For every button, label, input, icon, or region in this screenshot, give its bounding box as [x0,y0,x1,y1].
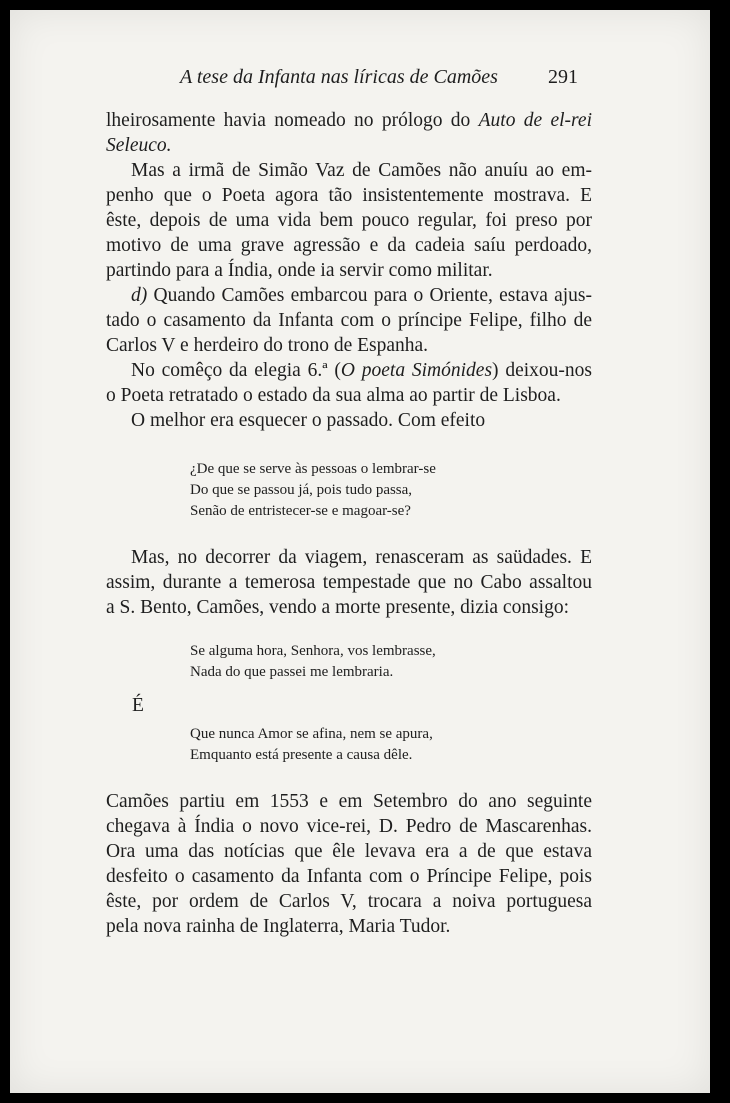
verse-line: Nada do que passei me lembraria. [190,664,394,680]
body-line [131,360,592,382]
body-line: Camões partiu em 1553 e em Setembro do ano seguinte [106,791,592,812]
verse-line: ¿De que se serve às pessoas o lembrar-se [190,461,436,477]
verse-line: Senão de entristecer-se e magoar-se? [190,503,411,519]
single-word-line: É [132,695,144,716]
body-line: penho que o Poeta agora tão insistentemente mostrava. E [106,185,592,206]
body-line [131,285,592,307]
running-title: A tese da Infanta nas líricas de Camões [180,66,498,88]
body-line: Ora uma das notícias que êle levava era a de que estava [106,841,592,862]
body-text: ) deixou-nos [492,360,592,381]
body-line: êste, depois de uma vida bem pouco regular, foi preso por [106,210,592,231]
body-text: Quando Camões embarcou para o Oriente, estava ajus- [153,285,593,306]
body-text: No comêço da elegia 6.ª ( [131,360,341,381]
body-line: motivo de uma grave agressão e da cadeia saíu perdoado, [106,235,592,256]
body-line: Mas a irmã de Simão Vaz de Camões não anuíu ao em- [131,160,592,181]
body-line: O melhor era esquecer o passado. Com efeito [131,410,486,431]
body-line: Mas, no decorrer da viagem, renasceram as saüdades. E [131,547,592,568]
work-title-italic: Auto de el-rei [478,110,592,131]
page-number: 291 [548,66,578,88]
body-line: assim, durante a temerosa tempestade que no Cabo assaltou [106,572,592,593]
verse-line: Do que se passou já, pois tudo passa, [190,482,413,498]
body-text: lheirosamente havia nomeado no prólogo do [106,110,471,131]
work-title-italic: O poeta Simónides [340,360,493,381]
body-line: tado o casamento da Infanta com o príncipe Felipe, filho de [106,310,592,331]
body-line: a S. Bento, Camões, vendo a morte presente, dizia consigo: [106,597,570,618]
body-line: êste, por ordem de Carlos V, trocara a noiva portuguesa [106,891,592,912]
verse-line: Que nunca Amor se afina, nem se apura, [190,726,433,742]
body-line: o Poeta retratado o estado da sua alma ao partir de Lisboa. [106,385,561,406]
list-marker: d) [131,285,148,306]
verse-line: Emquanto está presente a causa dêle. [190,747,413,763]
body-line: desfeito o casamento da Infanta com o Príncipe Felipe, pois [106,866,592,887]
body-line: pela nova rainha de Inglaterra, Maria Tudor. [106,916,451,937]
verse-line: Se alguma hora, Senhora, vos lembrasse, [190,643,436,659]
body-line: Seleuco. [106,135,172,156]
body-line: Carlos V e herdeiro do trono de Espanha. [106,335,429,356]
body-line: chegava à Índia o novo vice-rei, D. Pedro de Mascarenhas. [106,816,592,837]
body-line: partindo para a Índia, onde ia servir como militar. [106,260,493,281]
body-line [106,110,592,132]
